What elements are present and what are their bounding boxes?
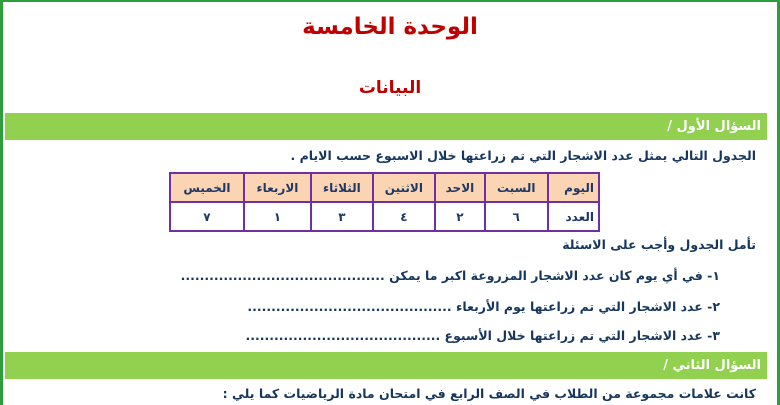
question-1-label: السؤال الأول / [667, 119, 761, 134]
table-row [170, 202, 599, 231]
table-cell: الاثنين [373, 173, 435, 202]
question-2-bar [5, 352, 767, 379]
lesson-title: البيانات [358, 78, 422, 98]
table-cell: ٤ [373, 202, 435, 231]
question-1-bar [5, 113, 767, 140]
table-cell: الاربعاء [244, 173, 311, 202]
table-cell: السبت [485, 173, 548, 202]
question-1-item-1: ١- في أي يوم كان عدد الاشجار المزروعة اكبر ما يمكن ........................................... [180, 268, 720, 283]
table-cell: ١ [244, 202, 311, 231]
table-cell: الاحد [435, 173, 485, 202]
table-cell: ٣ [311, 202, 373, 231]
question-1-instruction: تأمل الجدول وأجب على الاسئلة [562, 237, 756, 252]
question-1-item-3: ٣- عدد الاشجار التي تم زراعتها خلال الأسبوع ......................................... [245, 328, 720, 343]
trees-table [169, 172, 600, 232]
table-cell: ٧ [170, 202, 244, 231]
question-1-intro: الجدول التالي يمثل عدد الاشجار التي تم زراعتها خلال الاسبوع حسب الايام . [290, 148, 756, 163]
unit-title: الوحدة الخامسة [302, 14, 478, 40]
table-cell: ٦ [485, 202, 548, 231]
table-cell: الخميس [170, 173, 244, 202]
question-1-item-2: ٢- عدد الاشجار التي تم زراعتها يوم الأربعاء ........................................... [247, 299, 720, 314]
question-2-intro: كانت علامات مجموعة من الطلاب في الصف الرابع في امتحان مادة الرياضيات كما يلي : [222, 386, 756, 401]
table-cell: ٢ [435, 202, 485, 231]
table-cell: اليوم [548, 173, 599, 202]
table-header-row [170, 173, 599, 202]
table-cell: الثلاثاء [311, 173, 373, 202]
question-2-label: السؤال الثاني / [663, 358, 761, 373]
table-cell: العدد [548, 202, 599, 231]
